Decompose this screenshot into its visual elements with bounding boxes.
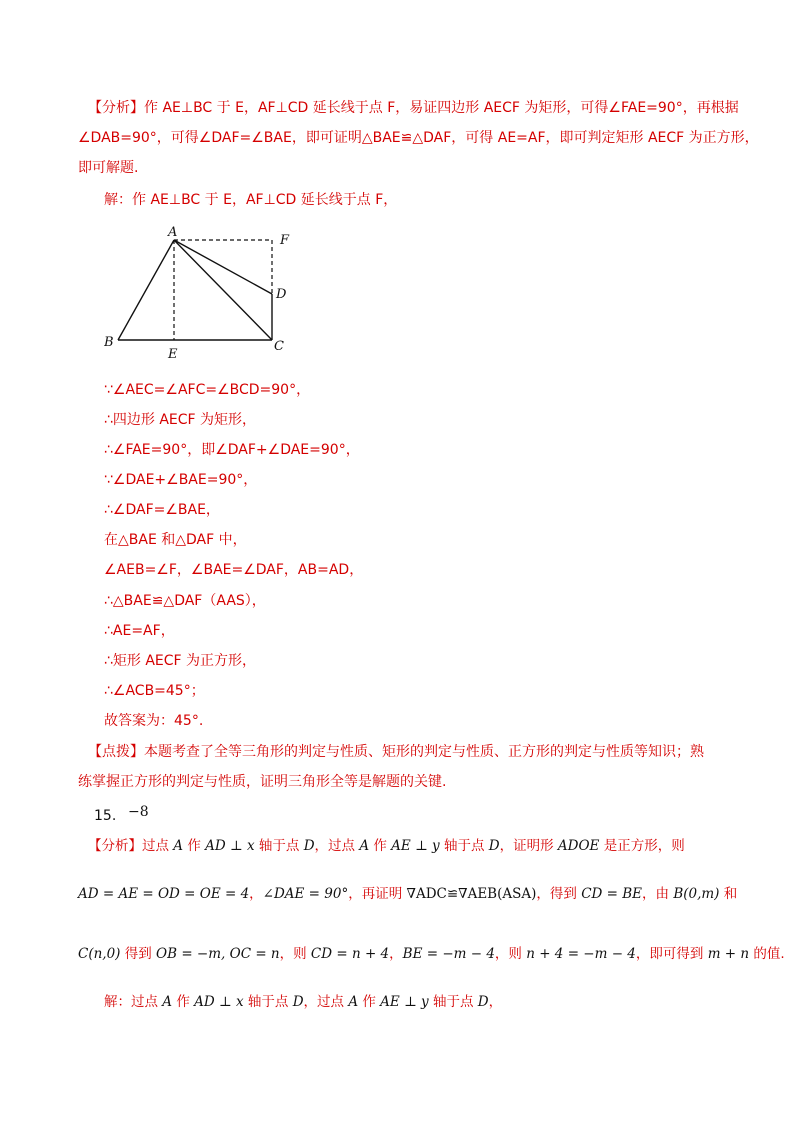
step-line: ∵∠DAE+∠BAE=90°， xyxy=(104,472,258,488)
step-line: 在△BAE 和△DAF 中， xyxy=(104,532,247,548)
step-line: ∵∠AEC=∠AFC=∠BCD=90°， xyxy=(104,382,311,398)
tip-line-2: 练掌握正方形的判定与性质，证明三角形全等是解题的关键. xyxy=(78,774,447,790)
geometry-figure xyxy=(104,222,304,362)
point-label-f: F xyxy=(280,233,290,248)
step-line: ∴矩形 AECF 为正方形， xyxy=(104,653,257,669)
answer-line: 故答案为：45°. xyxy=(104,713,204,729)
q15-analysis-line-3: C(n,0) 得到 OB = −m, OC = n，则 CD = n + 4，BE = −m − 4，则 n + 4 = −m − 4，即可得到 m + n 的值. xyxy=(78,946,785,962)
square-construction-diagram xyxy=(104,222,304,362)
point-label-c: C xyxy=(274,339,284,354)
tip-line-1: 【点拨】本题考查了全等三角形的判定与性质、矩形的判定与性质、正方形的判定与性质等知识；熟 xyxy=(88,744,704,760)
step-line: ∴四边形 AECF 为矩形， xyxy=(104,412,257,428)
segment-ab xyxy=(118,240,174,340)
point-label-d: D xyxy=(276,287,287,302)
question-15-number: 15. xyxy=(94,808,117,824)
step-line: ∴∠DAF=∠BAE， xyxy=(104,502,220,518)
step-line: ∴∠FAE=90°，即∠DAF+∠DAE=90°， xyxy=(104,442,360,458)
point-label-a: A xyxy=(168,225,178,240)
analysis-line-2: ∠DAB=90°，可得∠DAF=∠BAE，即可证明△BAE≌△DAF，可得 AE=AF，即可判定矩形 AECF 为正方形， xyxy=(78,130,759,146)
point-label-e: E xyxy=(168,347,178,362)
q15-analysis-line-2: AD = AE = OD = OE = 4，∠DAE = 90°，再证明 ∇ADC≌∇AEB(ASA)，得到 CD = BE，由 B(0,m) 和 xyxy=(78,886,738,902)
analysis-line-1: 【分析】作 AE⊥BC 于 E，AF⊥CD 延长线于点 F，易证四边形 AECF 为矩形，可得∠FAE=90°，再根据 xyxy=(88,100,739,116)
segment-ad xyxy=(174,240,272,294)
step-line: ∴AE=AF， xyxy=(104,623,175,639)
q15-solution-line: 解：过点 A 作 AD ⊥ x 轴于点 D，过点 A 作 AE ⊥ y 轴于点 D， xyxy=(104,994,503,1010)
solution-intro: 解：作 AE⊥BC 于 E，AF⊥CD 延长线于点 F， xyxy=(104,192,398,208)
step-line: ∴∠ACB=45°； xyxy=(104,683,205,699)
point-label-b: B xyxy=(104,335,114,350)
question-15-answer: −8 xyxy=(128,804,149,820)
step-line: ∠AEB=∠F，∠BAE=∠DAF，AB=AD， xyxy=(104,562,364,578)
segment-ac xyxy=(174,240,272,340)
q15-analysis-line-1: 【分析】过点 A 作 AD ⊥ x 轴于点 D，过点 A 作 AE ⊥ y 轴于点 D，证明形 ADOE 是正方形，则 xyxy=(88,838,685,854)
analysis-line-3: 即可解题. xyxy=(78,160,139,176)
step-line: ∴△BAE≌△DAF（AAS）， xyxy=(104,593,266,609)
